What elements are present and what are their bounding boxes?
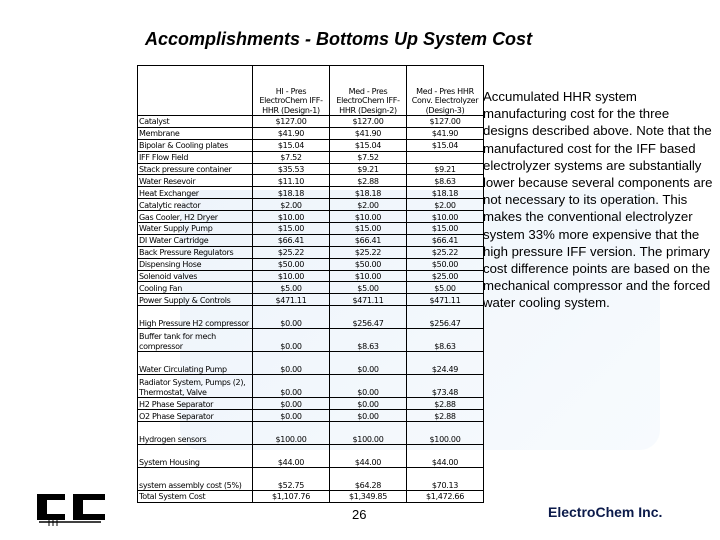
table-row [138, 175, 484, 187]
cost-cell: $127.00 [407, 116, 484, 128]
cost-cell: $100.00 [407, 422, 484, 445]
table-row [138, 282, 484, 294]
electrochem-logo [35, 488, 107, 528]
description-text: Accumulated HHR system manufacturing cost for the three designs described above. Note that the manufactured cost for the IFF based electrolyzer systems are substantially lower because several components are not necessary to its operation. This makes the conventional electrolyzer system 33% more expensive that the high pressure IFF version. The primary cost difference points are based on the mechanical compressor and the forced water cooling system. [483, 89, 713, 311]
cost-cell: $64.28 [330, 468, 407, 491]
cost-cell: $1,472.66 [407, 491, 484, 503]
cost-cell: $18.18 [330, 187, 407, 199]
cost-cell: $256.47 [330, 306, 407, 329]
column-header: HI - Pres ElectroChem IFF-HHR (Design-1) [253, 66, 330, 116]
cost-cell: $24.49 [407, 352, 484, 375]
table-row [138, 270, 484, 282]
cost-cell: $2.00 [330, 199, 407, 211]
row-label: Buffer tank for mech compressor [138, 329, 253, 352]
cost-cell: $25.00 [407, 270, 484, 282]
cost-cell: $2.88 [407, 398, 484, 410]
table-row [138, 246, 484, 258]
cost-cell: $9.21 [330, 163, 407, 175]
page-number: 26 [352, 507, 367, 522]
cost-cell: $10.00 [407, 211, 484, 223]
cost-cell: $9.21 [407, 163, 484, 175]
row-label: DI Water Cartridge [138, 234, 253, 246]
table-row [138, 223, 484, 235]
cost-cell: $50.00 [407, 258, 484, 270]
table-row [138, 187, 484, 199]
table-row [138, 294, 484, 306]
table-row [138, 491, 484, 503]
cost-cell: $15.00 [253, 223, 330, 235]
table-row [138, 422, 484, 445]
table-row [138, 329, 484, 352]
cost-cell: $1,107.76 [253, 491, 330, 503]
table-row [138, 410, 484, 422]
table-row [138, 306, 484, 329]
cost-cell: $50.00 [330, 258, 407, 270]
row-label: Cooling Fan [138, 282, 253, 294]
cost-cell: $0.00 [330, 352, 407, 375]
cost-cell: $25.22 [407, 246, 484, 258]
cost-cell: $50.00 [253, 258, 330, 270]
cost-cell: $66.41 [330, 234, 407, 246]
cost-cell: $44.00 [407, 445, 484, 468]
row-label: Radiator System, Pumps (2), Thermostat, Valve [138, 375, 253, 398]
row-label: Back Pressure Regulators [138, 246, 253, 258]
cost-cell: $44.00 [330, 445, 407, 468]
cost-table [137, 65, 484, 503]
cost-cell: $471.11 [253, 294, 330, 306]
table-row [138, 163, 484, 175]
table-row [138, 375, 484, 398]
header-blank [138, 66, 253, 116]
cost-cell: $0.00 [330, 398, 407, 410]
slide-title: Accomplishments - Bottoms Up System Cost [145, 29, 533, 49]
cost-cell: $2.00 [253, 199, 330, 211]
cost-cell: $256.47 [407, 306, 484, 329]
table-row [138, 127, 484, 139]
table-row [138, 116, 484, 128]
cost-cell: $5.00 [407, 282, 484, 294]
cost-cell: $10.00 [330, 211, 407, 223]
row-label: Heat Exchanger [138, 187, 253, 199]
cost-cell: $15.00 [330, 223, 407, 235]
cost-cell: $127.00 [330, 116, 407, 128]
cost-cell: $66.41 [407, 234, 484, 246]
cost-cell [407, 151, 484, 163]
table-header-row [138, 66, 484, 116]
row-label: Hydrogen sensors [138, 422, 253, 445]
cost-cell: $15.04 [407, 139, 484, 151]
cost-cell: $15.00 [407, 223, 484, 235]
cost-cell: $52.75 [253, 468, 330, 491]
cost-cell: $5.00 [330, 282, 407, 294]
cost-cell: $0.00 [330, 375, 407, 398]
cost-cell: $1,349.85 [330, 491, 407, 503]
cost-cell: $41.90 [253, 127, 330, 139]
row-label: Dispensing Hose [138, 258, 253, 270]
row-label: Total System Cost [138, 491, 253, 503]
cost-cell: $8.63 [407, 329, 484, 352]
table-row [138, 258, 484, 270]
cost-cell: $0.00 [253, 329, 330, 352]
row-label: Power Supply & Controls [138, 294, 253, 306]
cost-cell: $2.00 [407, 199, 484, 211]
cost-cell: $0.00 [253, 398, 330, 410]
row-label: High Pressure H2 compressor [138, 306, 253, 329]
cost-cell: $44.00 [253, 445, 330, 468]
cost-cell: $7.52 [330, 151, 407, 163]
cost-cell: $8.63 [330, 329, 407, 352]
cost-cell: $7.52 [253, 151, 330, 163]
cost-cell: $70.13 [407, 468, 484, 491]
cost-cell: $18.18 [253, 187, 330, 199]
row-label: Catalyst [138, 116, 253, 128]
cost-cell: $0.00 [253, 352, 330, 375]
row-label: Membrane [138, 127, 253, 139]
cost-cell: $15.04 [330, 139, 407, 151]
table-row [138, 445, 484, 468]
cost-cell: $35.53 [253, 163, 330, 175]
cost-cell: $41.90 [330, 127, 407, 139]
cost-cell: $11.10 [253, 175, 330, 187]
cost-cell: $0.00 [330, 410, 407, 422]
row-label: Stack pressure container [138, 163, 253, 175]
table-row [138, 199, 484, 211]
row-label: system assembly cost (5%) [138, 468, 253, 491]
cost-cell: $2.88 [407, 410, 484, 422]
cost-cell: $41.90 [407, 127, 484, 139]
cost-cell: $2.88 [330, 175, 407, 187]
cost-cell: $471.11 [330, 294, 407, 306]
cost-cell: $0.00 [253, 306, 330, 329]
row-label: H2 Phase Separator [138, 398, 253, 410]
row-label: System Housing [138, 445, 253, 468]
company-name: ElectroChem Inc. [548, 504, 663, 520]
table-row [138, 139, 484, 151]
table-row [138, 468, 484, 491]
table-row [138, 234, 484, 246]
cost-cell: $15.04 [253, 139, 330, 151]
cost-cell: $100.00 [330, 422, 407, 445]
cost-cell: $10.00 [330, 270, 407, 282]
table-row [138, 398, 484, 410]
cost-cell: $8.63 [407, 175, 484, 187]
cost-cell: $73.48 [407, 375, 484, 398]
cost-cell: $18.18 [407, 187, 484, 199]
row-label: Water Resevoir [138, 175, 253, 187]
column-header: Med - Pres ElectroChem IFF-HHR (Design-2) [330, 66, 407, 116]
cost-cell: $66.41 [253, 234, 330, 246]
row-label: Water Supply Pump [138, 223, 253, 235]
cost-cell: $5.00 [253, 282, 330, 294]
row-label: O2 Phase Separator [138, 410, 253, 422]
cost-cell: $471.11 [407, 294, 484, 306]
table-row [138, 352, 484, 375]
row-label: Catalytic reactor [138, 199, 253, 211]
column-header: Med - Pres HHR Conv. Electrolyzer (Design-3) [407, 66, 484, 116]
cost-cell: $127.00 [253, 116, 330, 128]
row-label: Water Circulating Pump [138, 352, 253, 375]
row-label: Solenoid valves [138, 270, 253, 282]
row-label: Bipolar & Cooling plates [138, 139, 253, 151]
cost-cell: $25.22 [253, 246, 330, 258]
row-label: Gas Cooler, H2 Dryer [138, 211, 253, 223]
cost-cell: $25.22 [330, 246, 407, 258]
cost-cell: $10.00 [253, 211, 330, 223]
cost-cell: $100.00 [253, 422, 330, 445]
table-row [138, 151, 484, 163]
table-row [138, 211, 484, 223]
cost-cell: $0.00 [253, 375, 330, 398]
cost-cell: $0.00 [253, 410, 330, 422]
cost-cell: $10.00 [253, 270, 330, 282]
row-label: IFF Flow Field [138, 151, 253, 163]
